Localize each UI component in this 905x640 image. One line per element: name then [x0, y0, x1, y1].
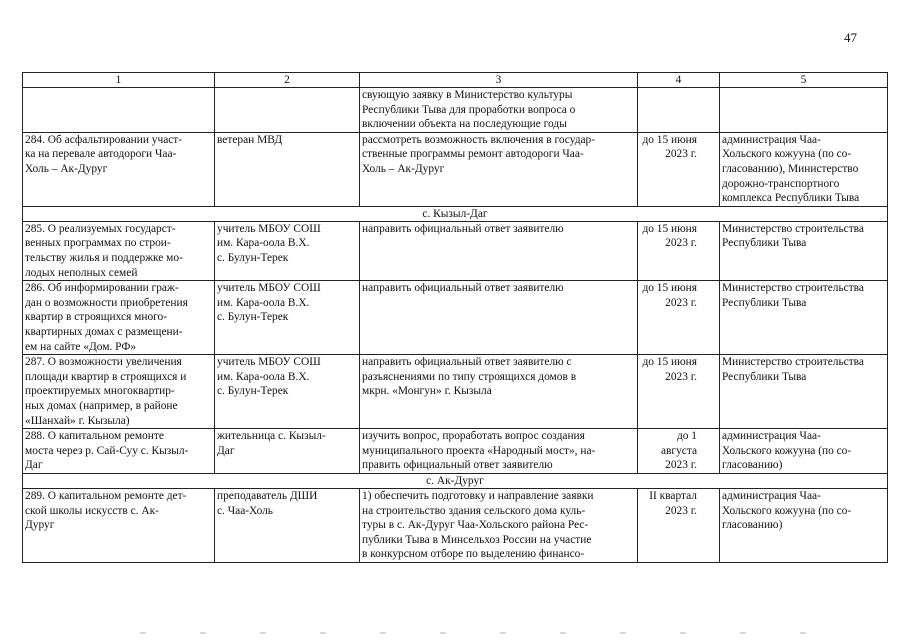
table-row-288 [23, 429, 888, 474]
cell-action: направить официальный ответ заявителю [360, 281, 638, 355]
cell-responsible: Министерство строительства Республики Тыва [720, 221, 888, 280]
cell-responsible: Министерство строительства Республики Тыва [720, 281, 888, 355]
column-header-1: 1 [23, 73, 215, 88]
table-row-286 [23, 281, 888, 355]
section-title: с. Кызыл-Даг [23, 206, 888, 221]
cell-applicant: учитель МБОУ СОШ им. Кара-оола В.Х. с. Булун-Терек [215, 221, 360, 280]
cell-deadline: до 15 июня 2023 г. [638, 281, 720, 355]
column-header-3: 3 [360, 73, 638, 88]
cell-applicant: жительница с. Кызыл- Даг [215, 429, 360, 474]
column-number-header-row [23, 73, 888, 88]
appeals-table [22, 72, 888, 563]
cell-action: 1) обеспечить подготовку и направление заявки на строительство здания сельского дома куль- туры в с. Ак-Дуруг Чаа-Хольского района Рес- публики Тыва в Минсельхоз России на участие в конкурсном отборе по выделению финансо- [360, 488, 638, 562]
cell-issue: 287. О возможности увеличения площади квартир в строящихся и проектируемых многоквартир- ных домах (например, в районе «Шанхай» г. Кызыла) [23, 355, 215, 429]
cell-issue: 284. Об асфальтировании участ- ка на перевале автодороги Чаа- Холь – Ак-Дуруг [23, 132, 215, 206]
cell-deadline: до 1 августа 2023 г. [638, 429, 720, 474]
cell-applicant [215, 88, 360, 133]
cell-issue: 288. О капитальном ремонте моста через р. Сай-Суу с. Кызыл- Даг [23, 429, 215, 474]
cell-deadline: до 15 июня 2023 г. [638, 221, 720, 280]
cell-applicant: учитель МБОУ СОШ им. Кара-оола В.Х. с. Булун-Терек [215, 355, 360, 429]
cell-applicant: ветеран МВД [215, 132, 360, 206]
scan-artifact [140, 632, 820, 634]
table-row-287 [23, 355, 888, 429]
column-header-5: 5 [720, 73, 888, 88]
cell-action: направить официальный ответ заявителю с разъяснениями по типу строящихся домов в мкрн. «Монгун» г. Кызыла [360, 355, 638, 429]
cell-responsible: администрация Чаа- Хольского кожууна (по со- гласованию) [720, 429, 888, 474]
cell-action: рассмотреть возможность включения в государ- ственные программы ремонт автодороги Чаа- Холь – Ак-Дуруг [360, 132, 638, 206]
page-number: 47 [844, 30, 857, 45]
cell-action: изучить вопрос, проработать вопрос создания муниципального проекта «Народный мост», на- править официальный ответ заявителю [360, 429, 638, 474]
cell-applicant: преподаватель ДШИ с. Чаа-Холь [215, 488, 360, 562]
table-row-284 [23, 132, 888, 206]
cell-action: направить официальный ответ заявителю [360, 221, 638, 280]
cell-issue: 289. О капитальном ремонте дет- ской школы искусств с. Ак- Дуруг [23, 488, 215, 562]
cell-issue: 286. Об информировании граж- дан о возможности приобретения квартир в строящихся много- квартирных домах с размещени- ем на сайте «Дом. РФ» [23, 281, 215, 355]
column-header-4: 4 [638, 73, 720, 88]
cell-deadline [638, 88, 720, 133]
section-title: с. Ак-Дуруг [23, 473, 888, 488]
cell-deadline: до 15 июня 2023 г. [638, 132, 720, 206]
cell-action: свующую заявку в Министерство культуры Республики Тыва для проработки вопроса о включении объекта на последующие годы [360, 88, 638, 133]
cell-issue: 285. О реализуемых государст- венных программах по строи- тельству жилья и поддержке мо- лодых неполных семей [23, 221, 215, 280]
table-row-289 [23, 488, 888, 562]
column-header-2: 2 [215, 73, 360, 88]
cell-deadline: II квартал 2023 г. [638, 488, 720, 562]
section-row-ak-durug [23, 473, 888, 488]
cell-responsible [720, 88, 888, 133]
cell-responsible: Министерство строительства Республики Тыва [720, 355, 888, 429]
table-row-continuation [23, 88, 888, 133]
cell-responsible: администрация Чаа- Хольского кожууна (по со- гласованию) [720, 488, 888, 562]
cell-applicant: учитель МБОУ СОШ им. Кара-оола В.Х. с. Булун-Терек [215, 281, 360, 355]
table-row-285 [23, 221, 888, 280]
cell-issue [23, 88, 215, 133]
section-row-kyzyl-dag [23, 206, 888, 221]
cell-deadline: до 15 июня 2023 г. [638, 355, 720, 429]
cell-responsible: администрация Чаа- Хольского кожууна (по со- гласованию), Министерство дорожно-транспортного комплекса Республики Тыва [720, 132, 888, 206]
